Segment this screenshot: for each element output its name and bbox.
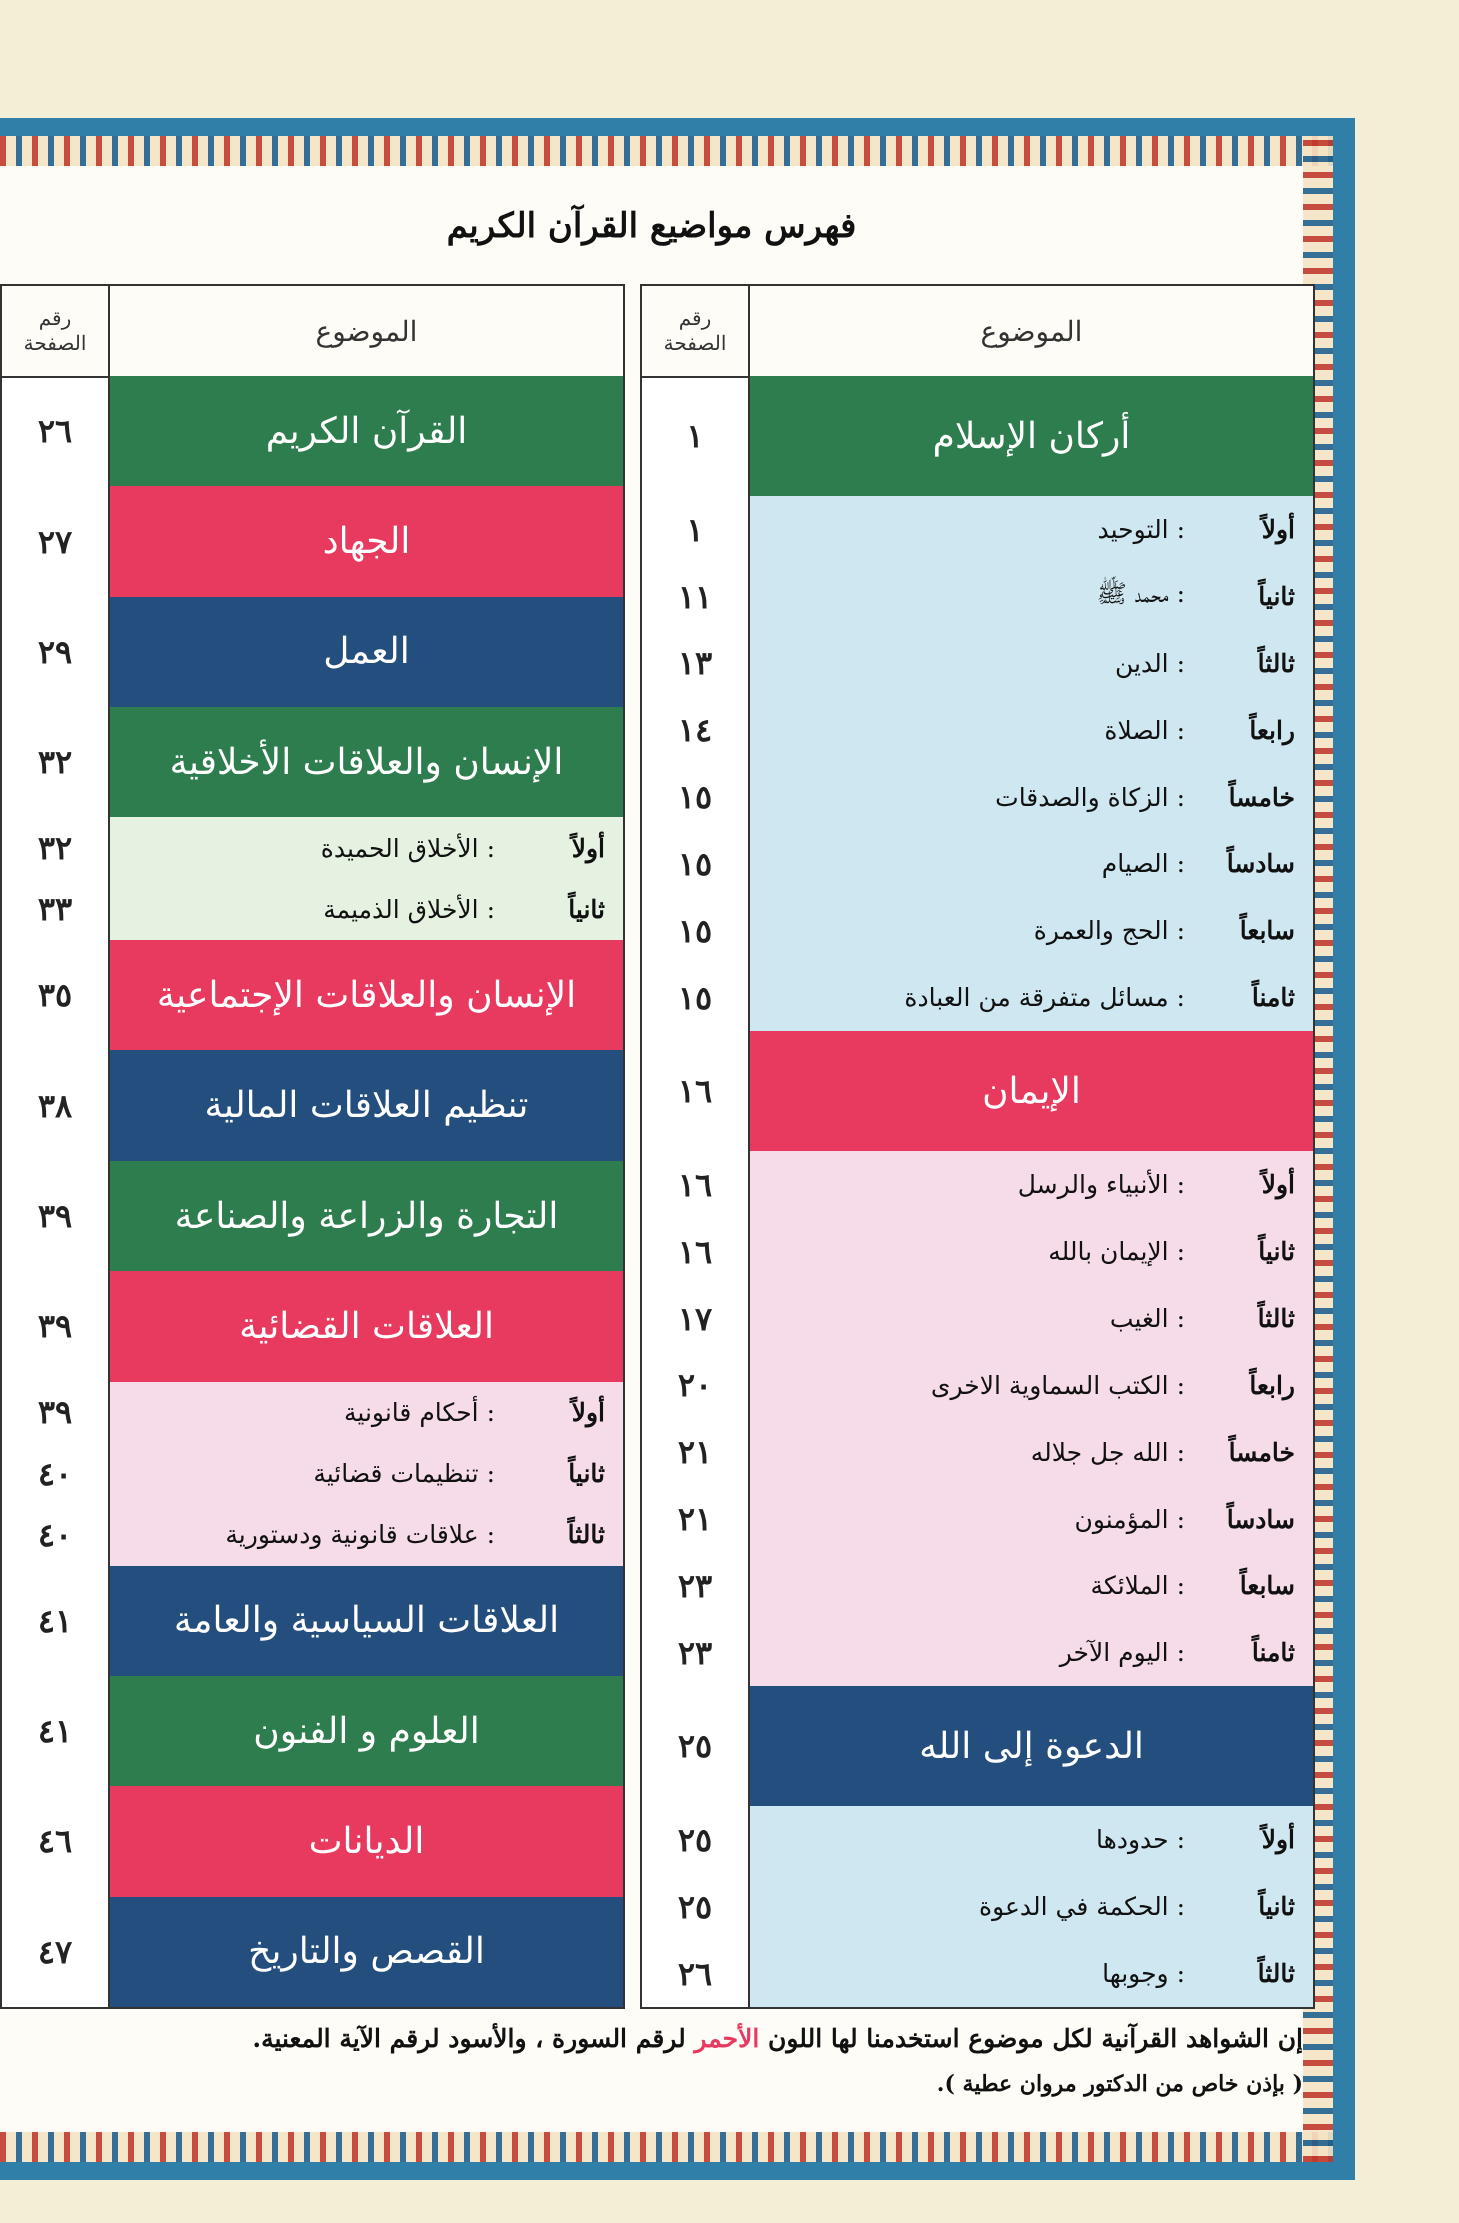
page-number: ٤٦: [37, 1822, 73, 1861]
page-number: ٢٠: [677, 1366, 713, 1405]
subtopic-text: : تنظيمات قضائية: [313, 1459, 495, 1489]
subtopic-text: : الأخلاق الحميدة: [320, 833, 495, 863]
page-number: ٢١: [677, 1433, 713, 1472]
subtopic-row: [642, 1806, 1313, 1873]
subtopic-ordinal: رابعاً: [1249, 1370, 1295, 1400]
subtopic-ordinal: ثامناً: [1251, 983, 1295, 1013]
subtopic-ordinal: ثانياً: [568, 1459, 605, 1489]
topic-band: [2, 1786, 623, 1896]
subtopic-ordinal: سادساً: [1226, 849, 1295, 879]
subtopic-text: : الكتب السماوية الاخرى: [930, 1370, 1185, 1400]
subtopic: [750, 496, 1313, 563]
subtopic: [750, 831, 1313, 898]
subtopic-text: : الأخلاق الذميمة: [323, 894, 495, 924]
page-number: ٢٣: [677, 1566, 713, 1605]
subtopic-text: : الحكمة في الدعوة: [978, 1892, 1185, 1922]
page-number: ١٧: [677, 1299, 713, 1338]
subtopic-ordinal: ثالثاً: [1257, 1959, 1295, 1989]
subtopic-text: : الله جل جلاله: [1030, 1437, 1185, 1467]
index-column-left: [0, 284, 625, 2009]
subtopic-ordinal: رابعاً: [1249, 715, 1295, 745]
subtopic-row: [642, 1619, 1313, 1686]
topic-band: [642, 1686, 1313, 1806]
subtopic-row: [642, 831, 1313, 898]
subtopic: [750, 1151, 1313, 1218]
subtopic: [750, 1940, 1313, 2007]
topic-band: [2, 940, 623, 1050]
header-topic: الموضوع: [980, 314, 1083, 348]
page-number: ٢٧: [37, 522, 73, 561]
topic-band: [2, 1676, 623, 1786]
subtopic: [750, 897, 1313, 964]
subtopic-ordinal: أولاً: [571, 833, 605, 863]
header-topic: الموضوع: [315, 314, 418, 348]
subtopic-row: [2, 1382, 623, 1443]
page-number: ١٥: [677, 911, 713, 950]
note-text-2: لرقم السورة ، والأسود لرقم الآية المعنية.: [252, 2024, 695, 2053]
subtopic-ordinal: أولاً: [1261, 1825, 1295, 1855]
subtopic-text: : حدودها: [1096, 1825, 1185, 1855]
topic-title: الجهاد: [110, 486, 623, 596]
subtopic: [750, 1419, 1313, 1486]
column-divider: [748, 376, 750, 2007]
subtopic-text: : الغيب: [1109, 1304, 1185, 1333]
subtopic: [750, 1352, 1313, 1419]
subtopic-ordinal: أولاً: [1261, 1170, 1295, 1200]
subtopic-ordinal: ثالثاً: [1257, 648, 1295, 678]
page-number: ٣٩: [37, 1393, 73, 1432]
subtopic-row: [642, 496, 1313, 563]
topic-title: الدعوة إلى الله: [750, 1686, 1313, 1806]
page-number: ١٦: [677, 1232, 713, 1271]
topic-title: أركان الإسلام: [750, 376, 1313, 496]
subtopic: [110, 1504, 623, 1565]
page-number: ١٤: [677, 711, 713, 750]
topic-title: التجارة والزراعة والصناعة: [110, 1161, 623, 1271]
page-number: ٣٩: [37, 1307, 73, 1346]
topic-title: القصص والتاريخ: [110, 1897, 623, 2007]
topic-title: العلاقات السياسية والعامة: [110, 1566, 623, 1676]
subtopic-text: : علاقات قانونية ودستورية: [225, 1520, 495, 1550]
page-number: ١: [686, 510, 704, 549]
subtopic: [750, 764, 1313, 831]
subtopic-text: : الإيمان بالله: [1048, 1237, 1185, 1267]
subtopic-row: [2, 817, 623, 878]
subtopic: [110, 1382, 623, 1443]
page-number: ٢٥: [677, 1820, 713, 1859]
decorative-border-top: [0, 136, 1333, 166]
subtopic-row: [642, 1873, 1313, 1940]
header-page-number: [642, 286, 750, 376]
subtopic-row: [642, 1940, 1313, 2007]
page-number: ٢٣: [677, 1633, 713, 1672]
page-number: ٣٥: [37, 976, 73, 1015]
page-number: ٤١: [37, 1601, 73, 1640]
header-page-number: [2, 286, 110, 376]
page-number: ٤٠: [37, 1515, 73, 1554]
subtopic-row: [2, 879, 623, 940]
page-number: ٢٥: [677, 1887, 713, 1926]
page-title: فهرس مواضيع القرآن الكريم: [446, 206, 857, 246]
subtopic: [110, 1443, 623, 1504]
subtopic: [750, 1873, 1313, 1940]
page-number: ٣٢: [37, 743, 73, 782]
topic-band: [2, 707, 623, 817]
subtopic-row: [642, 1352, 1313, 1419]
subtopic-text: : اليوم الآخر: [1059, 1638, 1185, 1668]
topic-title: العمل: [110, 597, 623, 707]
subtopic-ordinal: ثامناً: [1251, 1638, 1295, 1668]
page-number: ١١: [677, 577, 713, 616]
subtopic-row: [642, 1285, 1313, 1352]
note-red-word: الأحمر: [694, 2024, 760, 2053]
subtopic-text: : الأنبياء والرسل: [1017, 1170, 1185, 1200]
page-number: ٢١: [677, 1500, 713, 1539]
topic-title: تنظيم العلاقات المالية: [110, 1050, 623, 1160]
subtopic: [750, 1806, 1313, 1873]
page-number: ٢٦: [677, 1954, 713, 1993]
subtopic-row: [642, 563, 1313, 630]
page-number: ٣٣: [37, 890, 73, 929]
subtopic-ordinal: أولاً: [1261, 515, 1295, 545]
subtopic: [750, 1218, 1313, 1285]
subtopic-text: : التوحيد: [1097, 515, 1185, 545]
footer-note: [0, 2024, 1303, 2053]
subtopic-text: : الدين: [1114, 648, 1185, 678]
rows-right: [642, 376, 1313, 2007]
page-number: ١٦: [677, 1072, 713, 1111]
subtopic-ordinal: ثالثاً: [1257, 1304, 1295, 1333]
subtopic-ordinal: ثانياً: [568, 894, 605, 924]
subtopic-ordinal: سابعاً: [1239, 1571, 1295, 1601]
subtopic: [750, 630, 1313, 697]
permission-note: ( بإذن خاص من الدكتور مروان عطية ).: [936, 2071, 1303, 2097]
subtopic-row: [642, 1218, 1313, 1285]
subtopic-text: : الزكاة والصدقات: [995, 782, 1185, 812]
subtopic-ordinal: ثانياً: [1258, 582, 1295, 612]
page-number: ١٥: [677, 778, 713, 817]
page-number: ٣٩: [37, 1197, 73, 1235]
subtopic-ordinal: ثالثاً: [567, 1520, 605, 1550]
subtopic-row: [2, 1504, 623, 1565]
page-number: ١٣: [677, 644, 713, 683]
topic-title: العلاقات القضائية: [110, 1271, 623, 1381]
column-header: [2, 286, 623, 378]
subtopic-row: [642, 964, 1313, 1031]
topic-title: العلوم و الفنون: [110, 1676, 623, 1786]
subtopic-row: [642, 630, 1313, 697]
subtopic-text: : وجوبها: [1102, 1959, 1185, 1989]
subtopic-ordinal: ثانياً: [1258, 1237, 1295, 1267]
page-number: ١: [686, 417, 704, 456]
subtopic: [750, 1486, 1313, 1553]
subtopic-text: : محمد ﷺ: [1096, 579, 1185, 609]
subtopic-ordinal: خامساً: [1228, 782, 1295, 812]
index-column-right: [640, 284, 1315, 2009]
subtopic-text: : أحكام قانونية: [344, 1397, 495, 1427]
header-page-line2: الصفحة: [23, 331, 87, 355]
topic-title: الديانات: [110, 1786, 623, 1896]
topic-band: [2, 597, 623, 707]
subtopic-text: : الحج والعمرة: [1033, 916, 1185, 946]
subtopic-row: [642, 1419, 1313, 1486]
page-number: ٢٦: [37, 412, 73, 451]
subtopic-text: : الصلاة: [1104, 715, 1185, 745]
subtopic-ordinal: سادساً: [1226, 1504, 1295, 1534]
topic-band: [2, 1271, 623, 1381]
subtopic-row: [642, 897, 1313, 964]
topic-band: [642, 376, 1313, 496]
page-number: ٢٥: [677, 1727, 713, 1766]
subtopic-row: [642, 1151, 1313, 1218]
subtopic-ordinal: خامساً: [1228, 1437, 1295, 1467]
header-page-line1: رقم: [678, 306, 712, 330]
topic-band: [2, 376, 623, 486]
topic-title: الإيمان: [750, 1031, 1313, 1151]
subtopic-row: [642, 1552, 1313, 1619]
subtopic: [750, 563, 1313, 630]
topic-title: القرآن الكريم: [110, 376, 623, 486]
page-number: ١٦: [677, 1165, 713, 1204]
topic-title: الإنسان والعلاقات الإجتماعية: [110, 940, 623, 1050]
page-number: ١٥: [677, 844, 713, 883]
subtopic: [110, 817, 623, 878]
page-number: ١٥: [677, 978, 713, 1017]
subtopic-ordinal: ثانياً: [1258, 1892, 1295, 1922]
topic-band: [2, 1566, 623, 1676]
page-number: ٣٨: [37, 1086, 73, 1125]
decorative-border-bottom: [0, 2132, 1333, 2162]
page-number: ٤٧: [37, 1932, 73, 1971]
subtopic-text: : الصيام: [1101, 849, 1185, 879]
topic-band: [2, 1897, 623, 2007]
column-divider: [108, 376, 110, 2007]
topic-title: الإنسان والعلاقات الأخلاقية: [110, 707, 623, 817]
column-header: [642, 286, 1313, 378]
header-page-line2: الصفحة: [663, 331, 727, 355]
header-page-line1: رقم: [38, 306, 72, 330]
index-page: [0, 118, 1355, 2180]
subtopic-text: : مسائل متفرقة من العبادة: [904, 983, 1185, 1013]
subtopic-row: [642, 1486, 1313, 1553]
rows-left: [2, 376, 623, 2007]
subtopic-row: [642, 697, 1313, 764]
page-number: ٤١: [37, 1712, 73, 1751]
subtopic: [750, 964, 1313, 1031]
topic-band: [2, 486, 623, 596]
topic-band: [2, 1050, 623, 1160]
subtopic-row: [642, 764, 1313, 831]
topic-band: [642, 1031, 1313, 1151]
note-text-1: إن الشواهد القرآنية لكل موضوع استخدمنا لها اللون: [759, 2024, 1303, 2053]
subtopic: [750, 1285, 1313, 1352]
subtopic: [750, 1552, 1313, 1619]
topic-band: [2, 1161, 623, 1271]
page-number: ٤٠: [37, 1454, 73, 1493]
subtopic-ordinal: سابعاً: [1239, 916, 1295, 946]
subtopic-text: : الملائكة: [1090, 1571, 1185, 1601]
subtopic-row: [2, 1443, 623, 1504]
subtopic-text: : المؤمنون: [1074, 1504, 1185, 1534]
subtopic: [750, 697, 1313, 764]
page-number: ٣٢: [37, 829, 73, 868]
subtopic-ordinal: أولاً: [571, 1397, 605, 1427]
subtopic: [750, 1619, 1313, 1686]
subtopic: [110, 879, 623, 940]
page-number: ٢٩: [37, 632, 73, 671]
